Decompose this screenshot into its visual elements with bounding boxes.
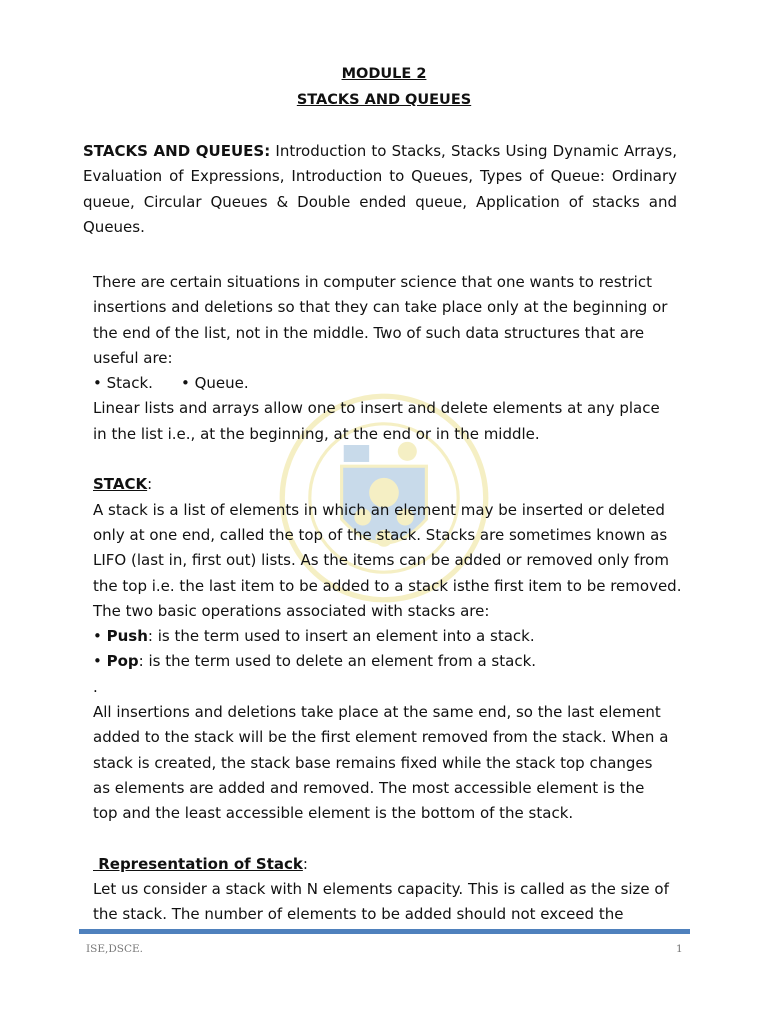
paragraph-line: the end of the list, not in the middle. Two of such data structures that are: [93, 323, 645, 342]
stack-heading: STACK: [93, 475, 148, 494]
pop-term: Pop: [106, 652, 139, 671]
footer-department: ISE,DSCE.: [86, 943, 143, 955]
paragraph-line: All insertions and deletions take place at the same end, so the last element: [93, 703, 661, 722]
push-term: Push: [106, 627, 148, 646]
paragraph-line: The two basic operations associated with stacks are:: [93, 601, 490, 620]
paragraph-line: There are certain situations in computer science that one wants to restrict: [93, 273, 652, 291]
paragraph-line: Linear lists and arrays allow one to insert and delete elements at any place: [93, 399, 660, 418]
paragraph-line: LIFO (last in, first out) lists. As the items can be added or removed only from: [93, 551, 669, 570]
module-title: MODULE 2: [341, 66, 427, 82]
bullet-stack: • Stack.: [93, 374, 153, 393]
paragraph-line: top and the least accessible element is the bottom of the stack.: [93, 804, 574, 823]
footer-rule: [79, 929, 690, 934]
stack-heading-row: STACK:: [93, 475, 153, 494]
paragraph-line: in the list i.e., at the beginning, at the end or in the middle.: [93, 424, 540, 443]
paragraph-line: stack is created, the stack base remains fixed while the stack top changes: [93, 753, 653, 772]
page-number: 1: [676, 943, 683, 955]
representation-heading: Representation of Stack: [93, 854, 303, 873]
bullet-queue: • Queue.: [181, 374, 249, 393]
paragraph-line: the stack. The number of elements to be added should not exceed the: [93, 905, 624, 924]
push-definition: • Push: is the term used to insert an element into a stack.: [93, 627, 535, 646]
paragraph-line: A stack is a list of elements in which an element may be inserted or deleted: [93, 500, 665, 519]
representation-heading-row: Representation of Stack:: [93, 854, 308, 873]
paragraph-line: as elements are added and removed. The most accessible element is the: [93, 778, 645, 797]
syllabus-intro: [83, 139, 677, 240]
paragraph-line: useful are:: [93, 348, 173, 367]
paragraph-line: insertions and deletions so that they can take place only at the beginning or: [93, 298, 668, 317]
paragraph-line: the top i.e. the last item to be added to a stack isthe first item to be removed.: [93, 576, 682, 595]
paragraph-line: added to the stack will be the first element removed from the stack. When a: [93, 728, 669, 747]
paragraph-line: only at one end, called the top of the stack. Stacks are sometimes known as: [93, 525, 668, 544]
main-body: [93, 270, 682, 928]
paragraph-line: Let us consider a stack with N elements capacity. This is called as the size of: [93, 880, 669, 899]
module-subtitle: STACKS AND QUEUES: [296, 92, 472, 108]
stray-dot: .: [93, 677, 98, 696]
pop-definition: • Pop: is the term used to delete an element from a stack.: [93, 652, 537, 671]
syllabus-label: STACKS AND QUEUES:: [83, 142, 271, 160]
bullet-row: [93, 371, 675, 396]
syllabus-text: Introduction to Stacks, Stacks Using Dynamic Arrays, Evaluation of Expressions, Introduction to Queues, Types of Queue: Ordinary queue, Circular Queues & Double ended queue, Application of stacks and Queues.: [83, 142, 677, 236]
